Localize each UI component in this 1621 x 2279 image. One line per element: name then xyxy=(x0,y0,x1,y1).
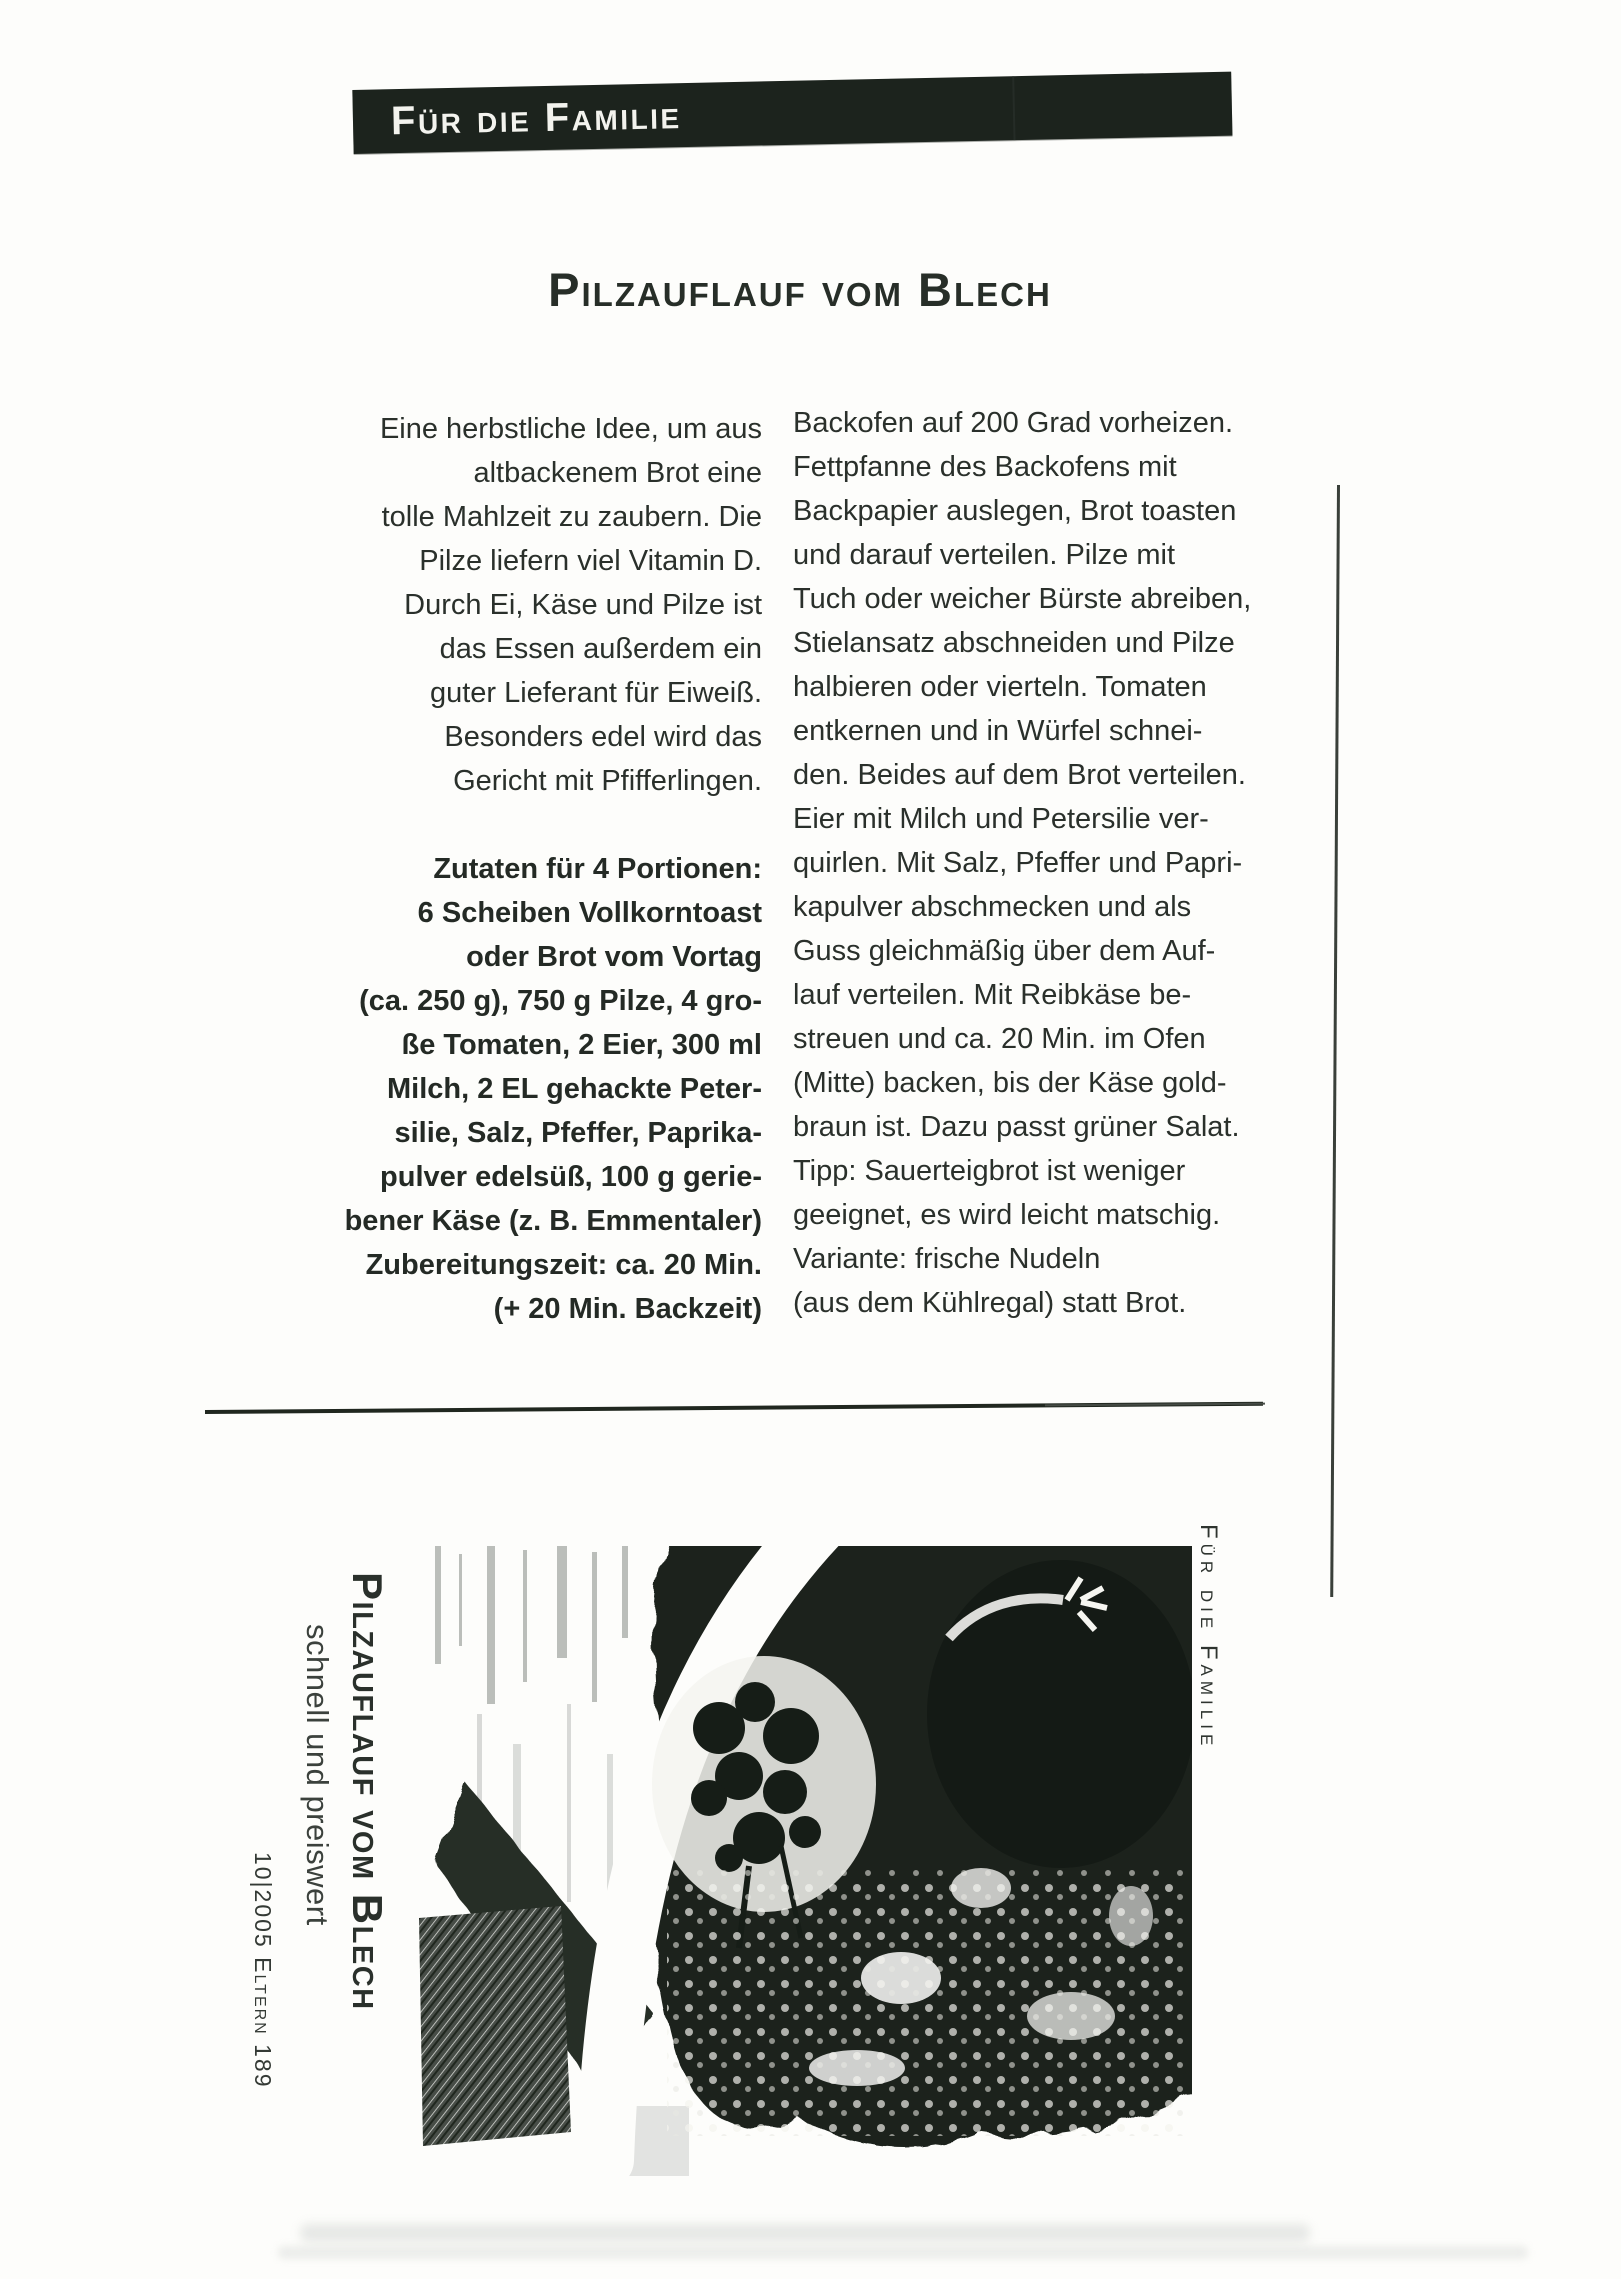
text-line: Backpapier auslegen, Brot toasten xyxy=(793,495,1237,527)
text-line: Pilze liefern viel Vitamin D. xyxy=(419,545,762,577)
text-line: (ca. 250 g), 750 g Pilze, 4 gro- xyxy=(359,985,762,1017)
instructions-paragraph xyxy=(793,401,1338,1325)
text-line: guter Lieferant für Eiweiß. xyxy=(429,677,762,709)
photo-vertical-subtitle: schnell und preiswert xyxy=(300,1624,335,1926)
photo-section-tag: Für die Familie xyxy=(1195,1524,1222,1751)
scan-smudge xyxy=(300,2224,1310,2242)
recipe-photo xyxy=(419,1546,1192,2250)
text-line: lauf verteilen. Mit Reibkäse be- xyxy=(793,979,1192,1011)
text-line: Durch Ei, Käse und Pilze ist xyxy=(404,589,762,621)
section-banner-label: Für die Familie xyxy=(390,92,682,143)
photo-tomato xyxy=(927,1560,1192,1868)
text-line: altbackenem Brot eine xyxy=(473,457,762,489)
text-line: streuen und ca. 20 Min. im Ofen xyxy=(793,1023,1206,1055)
text-line: bener Käse (z. B. Emmentaler) xyxy=(344,1205,762,1237)
text-line: Tuch oder weicher Bürste abreiben, xyxy=(793,583,1252,615)
text-line: das Essen außerdem ein xyxy=(439,633,762,665)
text-line: halbieren oder vierteln. Tomaten xyxy=(793,671,1207,703)
text-line: tolle Mahlzeit zu zaubern. Die xyxy=(381,501,762,533)
text-line: ße Tomaten, 2 Eier, 300 ml xyxy=(401,1029,762,1061)
text-line: den. Beides auf dem Brot verteilen. xyxy=(793,759,1246,791)
text-line: Gericht mit Pfifferlingen. xyxy=(453,765,762,797)
text-line: Stielansatz abschneiden und Pilze xyxy=(793,627,1235,659)
text-line: braun ist. Dazu passt grüner Salat. xyxy=(793,1111,1240,1143)
text-line: geeignet, es wird leicht matschig. xyxy=(793,1199,1221,1231)
text-line: und darauf verteilen. Pilze mit xyxy=(793,539,1176,571)
text-line: Eier mit Milch und Petersilie ver- xyxy=(793,803,1209,835)
text-line: pulver edelsüß, 100 g gerie- xyxy=(380,1161,762,1193)
text-line: Variante: frische Nudeln xyxy=(793,1243,1101,1275)
text-line: Milch, 2 EL gehackte Peter- xyxy=(387,1073,762,1105)
text-line: Zubereitungszeit: ca. 20 Min. xyxy=(365,1249,762,1281)
ingredients-paragraph xyxy=(330,847,762,1331)
text-line: Fettpfanne des Backofens mit xyxy=(793,451,1177,483)
text-line: Tipp: Sauerteigbrot ist weniger xyxy=(793,1155,1186,1187)
intro-column xyxy=(330,407,762,1331)
text-line: Eine herbstliche Idee, um aus xyxy=(379,413,762,445)
horizontal-rule xyxy=(205,1402,1263,1414)
magazine-issue-page-label: 10|2005 Eltern 189 xyxy=(250,1852,276,2089)
section-banner xyxy=(352,72,1232,154)
text-line: 6 Scheiben Vollkorntoast xyxy=(417,897,762,929)
text-line: Besonders edel wird das xyxy=(444,721,762,753)
text-line: Zutaten für 4 Portionen: xyxy=(433,853,762,885)
text-line: kapulver abschmecken und als xyxy=(793,891,1192,923)
text-line: (aus dem Kühlregal) statt Brot. xyxy=(793,1287,1187,1319)
scan-smudge xyxy=(278,2246,1528,2259)
photo-vertical-title: Pilzauflauf vom Blech xyxy=(344,1572,391,2011)
text-line: (Mitte) backen, bis der Käse gold- xyxy=(793,1067,1227,1099)
text-line: Backofen auf 200 Grad vorheizen. xyxy=(793,407,1234,439)
text-line: Guss gleichmäßig über dem Auf- xyxy=(793,935,1216,967)
text-line: entkernen und in Würfel schnei- xyxy=(793,715,1203,747)
page-title: Pilzauflauf vom Blech xyxy=(548,263,1052,316)
text-line: (+ 20 Min. Backzeit) xyxy=(493,1293,762,1325)
photo-napkin xyxy=(419,1906,571,2146)
text-line: silie, Salz, Pfeffer, Paprika- xyxy=(394,1117,762,1149)
text-line: oder Brot vom Vortag xyxy=(466,941,762,973)
text-line: quirlen. Mit Salz, Pfeffer und Papri- xyxy=(793,847,1243,879)
intro-paragraph xyxy=(330,407,762,803)
instructions-column xyxy=(793,401,1338,1325)
